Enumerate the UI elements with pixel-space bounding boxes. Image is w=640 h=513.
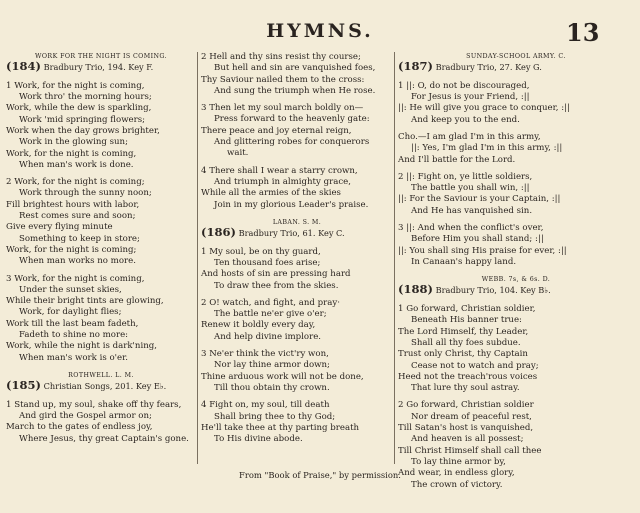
verse-line: Work, while the night is dark'ning, [6, 341, 157, 352]
verse [201, 298, 393, 343]
verse-line: Fadeth to shine no more: [19, 330, 129, 341]
verse-line: ||: For the Saviour is your Captain, :|| [398, 194, 561, 205]
verse-line: Rest comes sure and soon; [19, 211, 136, 222]
column-rule [394, 52, 395, 464]
verse-line: And help divine implore. [214, 331, 322, 342]
verse-line: That lure thy soul astray. [411, 383, 520, 394]
verse-line: To His divine abode. [214, 434, 303, 445]
verse-line: Nor lay thine armor down; [214, 360, 330, 371]
verse-line: wait. [227, 148, 249, 159]
verse-line: And wear, in endless glory, [398, 468, 515, 479]
verse [6, 81, 196, 171]
verse-line: 1 Go forward, Christian soldier, [398, 304, 536, 315]
column-2 [201, 52, 393, 445]
verse-line: Join in my glorious Leader's praise. [214, 199, 369, 210]
verse [201, 400, 393, 445]
hymn-number: (184) [6, 59, 41, 73]
column-1 [6, 52, 196, 445]
page-number: 13 [566, 18, 600, 47]
verse [6, 274, 196, 364]
verse-line: 1 Work, for the night is coming, [6, 80, 145, 91]
verse [398, 172, 634, 217]
verse [201, 247, 393, 292]
verse-line: Shall all thy foes subdue. [411, 337, 521, 348]
verse-line: 3 Then let my soul march boldly on— [201, 103, 364, 114]
verse-line: And triumph in almighty grace, [214, 176, 351, 187]
verse-line: Till Satan's host is vanquished, [398, 423, 534, 434]
verse-line: ||: You shall sing His praise for ever, :|| [398, 245, 567, 256]
verse-line: The battle ne'er give o'er; [214, 309, 327, 320]
verse-line: Work, while the dew is sparkling, [6, 103, 152, 114]
hymn-reference [6, 377, 196, 394]
verse-line: Work 'mid springing flowers; [19, 114, 146, 125]
column-rule [197, 52, 198, 464]
verse-line: 4 There shall I wear a starry crown, [201, 165, 358, 176]
verse-line: And hosts of sin are pressing hard [201, 269, 351, 280]
verse-line: Till Christ Himself shall call thee [398, 445, 542, 456]
verse [398, 223, 634, 268]
verse [6, 177, 196, 267]
verse-line: For Jesus is your Friend, :|| [411, 92, 530, 103]
column-3 [398, 52, 634, 491]
verse-line: And gird the Gospel armor on; [19, 411, 152, 422]
verse-line: Work, for the night is coming; [6, 244, 137, 255]
verse-line: ||: Yes, I'm glad I'm in this army, :|| [411, 143, 563, 154]
verse-line: 2 Work, for the night is coming; [6, 177, 145, 188]
verse-line: The Lord Himself, thy Leader, [398, 326, 529, 337]
verse-line: Shall bring thee to thy God; [214, 411, 336, 422]
verse-line: 1 ||: O, do not be discouraged, [398, 80, 530, 91]
verse-line: 2 Hell and thy sins resist thy course; [201, 52, 361, 62]
hymn-source: Bradbury Trio, 194. Key F. [43, 62, 154, 72]
verse-line: Work till the last beam fadeth, [6, 318, 139, 329]
verse [398, 304, 634, 394]
verse-line: And keep you to the end. [411, 114, 520, 125]
verse-line: Work through the sunny noon; [19, 188, 152, 199]
verse-line: 3 Ne'er think the vict'ry won, [201, 349, 329, 360]
verse [201, 349, 393, 394]
verse-line: 2 O! watch, and fight, and pray· [201, 297, 340, 308]
verse-line: March to the gates of endless joy, [6, 422, 153, 433]
verse-line: Where Jesus, thy great Captain's gone. [19, 433, 189, 444]
verse-line: Press forward to the heavenly gate: [214, 114, 370, 125]
tune-name: ROTHWELL. L. M. [68, 371, 134, 379]
permission-footer: From "Book of Praise," by permission. [239, 470, 401, 480]
tune-name: WEBB. 7s, & 6s. D. [481, 276, 551, 284]
verse-line: Beneath His banner true: [411, 315, 522, 326]
hymn-source: Bradbury Trio, 27. Key G. [435, 62, 542, 72]
tune-name: LABAN. S. M. [272, 218, 322, 226]
verse-line: Cho.—I am glad I'm in this army, [398, 131, 541, 142]
verse-line: Cease not to watch and pray; [411, 360, 539, 371]
verse-line: Till thou obtain thy crown. [214, 382, 330, 393]
verse-line: 1 My soul, be on thy guard, [201, 246, 321, 257]
verse-line: He'll take thee at thy parting breath [201, 422, 360, 433]
verse-line: Work when the day grows brighter, [6, 125, 160, 136]
verse-line: Trust only Christ, thy Captain [398, 349, 528, 360]
hymn-number: (185) [6, 377, 41, 392]
verse-line: And heaven is all possest; [411, 434, 524, 445]
verse-line: Work, for daylight flies; [19, 307, 122, 318]
verse-line: Before Him you shall stand; :|| [411, 234, 544, 245]
verse [398, 81, 634, 126]
verse-line: Nor dream of peaceful rest, [411, 411, 532, 422]
tune-name: WORK FOR THE NIGHT IS COMING. [35, 53, 167, 60]
verse-line: But hell and sin are vanquished foes, [214, 63, 376, 74]
hymn-source: Christian Songs, 201. Key E♭. [43, 380, 167, 391]
verse-line: When man's work is o'er. [19, 352, 129, 363]
verse-line: And sung the triumph when He rose. [214, 85, 376, 96]
hymn-reference [398, 61, 634, 75]
verse-line: 2 Go forward, Christian soldier [398, 400, 534, 411]
verse-line: When man's work is done. [19, 159, 134, 170]
verse-line: When man works no more. [19, 256, 136, 267]
page-title: HYMNS. [266, 20, 374, 42]
verse-line: 4 Fight on, my soul, till death [201, 400, 330, 411]
hymn-source: Bradbury Trio, 61. Key C. [238, 227, 345, 238]
verse-line: To draw thee from the skies. [214, 280, 339, 291]
verse-line: The crown of victory. [411, 479, 503, 490]
verse [201, 166, 393, 211]
verse [201, 103, 393, 159]
verse-line: Fill brightest hours with labor, [6, 199, 140, 210]
verse-line: There peace and joy eternal reign, [201, 125, 352, 136]
verse-line: Give every flying minute [6, 222, 113, 233]
verse [201, 52, 393, 97]
hymn-number: (186) [201, 224, 236, 239]
verse-line: 2 ||: Fight on, ye little soldiers, [398, 171, 533, 182]
hymn-source: Bradbury Trio, 104. Key B♭. [435, 285, 551, 296]
verse-line: Thy Saviour nailed them to the cross: [201, 74, 365, 85]
verse-line: And I'll battle for the Lord. [398, 154, 516, 165]
verse-line: Heed not the treach'rous voices [398, 371, 538, 382]
verse [398, 132, 634, 166]
verse-line: The battle you shall win, :|| [411, 183, 530, 194]
hymn-reference [398, 284, 634, 298]
verse [6, 400, 196, 445]
verse-line: To lay thine armor by, [411, 456, 506, 467]
verse-line: Ten thousand foes arise; [214, 257, 321, 268]
verse-line: In Canaan's happy land. [411, 256, 517, 267]
verse-line: And He has vanquished sin. [411, 205, 533, 216]
verse-line: Under the sunset skies, [19, 284, 122, 295]
verse-line: Thine arduous work will not be done, [201, 371, 364, 382]
hymn-number: (187) [398, 59, 433, 73]
verse-line: 3 ||: And when the conflict's over, [398, 223, 544, 234]
verse-line: 1 Stand up, my soul, shake off thy fears, [6, 399, 182, 410]
tune-name: SUNDAY-SCHOOL ARMY. C. [466, 53, 566, 60]
verse-line: Renew it boldly every day, [201, 320, 316, 331]
hymn-reference [201, 224, 393, 241]
verse-line: Work thro' the morning hours; [19, 92, 152, 103]
verse-line: And glittering robes for conquerors [214, 137, 370, 148]
hymn-reference [6, 61, 196, 75]
verse-line: Work, for the night is coming, [6, 148, 137, 159]
verse-line: While their bright tints are glowing, [6, 296, 164, 307]
verse-line: Work in the glowing sun; [19, 137, 128, 148]
verse-line: 3 Work, for the night is coming, [6, 273, 145, 284]
verse-line: Something to keep in store; [19, 233, 140, 244]
verse-line: While all the armies of the skies [201, 188, 341, 199]
hymn-number: (188) [398, 282, 433, 297]
verse-line: ||: He will give you grace to conquer, :|| [398, 103, 570, 114]
